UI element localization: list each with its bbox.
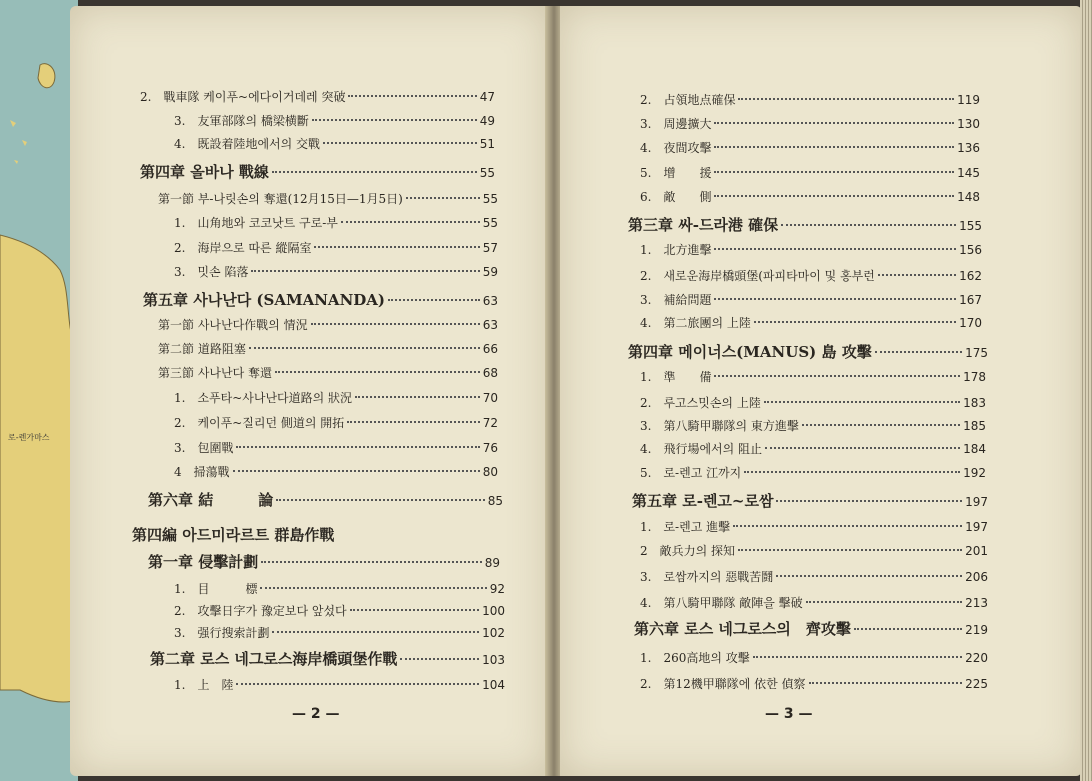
toc-entry-title: 第六章 結 論: [148, 491, 274, 509]
dot-leader: [276, 499, 484, 501]
toc-entry-page: 225: [965, 677, 988, 691]
toc-chapter: [150, 648, 505, 669]
toc-entry-page: 156: [959, 243, 982, 257]
toc-entry-title: 4. 第二旅團의 上陸: [640, 316, 751, 330]
dot-leader: [260, 587, 486, 589]
toc-entry: [140, 88, 495, 105]
toc-entry-title: 1. 로-렌고 進擊: [640, 520, 731, 534]
toc-entry-title: 4 掃蕩戰: [174, 465, 230, 479]
dot-leader: [714, 248, 956, 250]
toc-entry: [640, 649, 988, 666]
dot-leader: [341, 221, 480, 223]
toc-entry-title: 6. 敵 側: [640, 190, 712, 204]
toc-entry-page: 63: [482, 318, 498, 332]
toc-entry: [640, 91, 980, 108]
dot-leader: [733, 525, 962, 527]
dot-leader: [802, 424, 960, 426]
toc-entry: [640, 188, 980, 205]
toc-entry: [640, 164, 980, 181]
toc-entry: [174, 439, 498, 456]
toc-chapter: [132, 524, 510, 545]
dot-leader: [806, 601, 962, 603]
toc-entry-title: 1. 準 備: [640, 370, 712, 384]
toc-entry-page: 213: [965, 596, 988, 610]
toc-entry: [174, 389, 498, 406]
toc-entry-title: 2. 占領地点確保: [640, 93, 736, 107]
toc-entry-page: 55: [482, 216, 498, 230]
right-page-number: — 3 —: [765, 706, 813, 722]
toc-entry-page: 130: [957, 117, 980, 131]
toc-entry-page: 55: [482, 192, 498, 206]
toc-entry-page: 55: [479, 166, 495, 180]
toc-entry-title: 3. 로쌈까지의 惡戰苦鬪: [640, 570, 774, 584]
toc-entry-title: 2. 海岸으로 따른 縱隔室: [174, 241, 312, 255]
toc-entry-title: 第三節 사나난다 奪還: [158, 366, 272, 380]
dot-leader: [388, 299, 480, 301]
dot-leader: [311, 323, 480, 325]
toc-entry: [640, 568, 988, 585]
dot-leader: [754, 321, 956, 323]
dot-leader: [251, 270, 479, 272]
toc-entry-page: 162: [959, 269, 982, 283]
toc-entry-title: 3. 包圍戰: [174, 441, 234, 455]
toc-entry-title: 2. 第12機甲聯隊에 依한 偵察: [640, 677, 806, 691]
toc-entry: [640, 314, 982, 331]
toc-chapter: [628, 214, 982, 235]
toc-entry: [640, 394, 986, 411]
toc-entry-title: 第一節 부-나릿손의 奪還(12月15日—1月5日): [158, 192, 403, 206]
toc-entry-title: 3. 밋손 陷落: [174, 265, 249, 279]
dot-leader: [355, 396, 480, 398]
toc-entry-title: 第四章 올바나 戰線: [140, 163, 269, 181]
toc-entry-page: 85: [487, 494, 503, 508]
toc-entry-title: 3. 周邊擴大: [640, 117, 712, 131]
right-page: [560, 6, 1082, 776]
dot-leader: [781, 224, 956, 226]
toc-entry: [640, 594, 988, 611]
toc-entry-title: 第二節 道路阻塞: [158, 342, 246, 356]
toc-entry: [640, 368, 986, 385]
dot-leader: [765, 447, 960, 449]
toc-entry-title: 2 敵兵力의 探知: [640, 544, 736, 558]
dot-leader: [350, 609, 479, 611]
toc-entry-page: 80: [482, 465, 498, 479]
toc-entry-title: 3. 友軍部隊의 橋梁横斷: [174, 114, 309, 128]
dot-leader: [312, 119, 477, 121]
dot-leader: [314, 246, 479, 248]
toc-entry-title: 5. 增 援: [640, 166, 712, 180]
toc-entry-page: 197: [965, 520, 988, 534]
toc-entry-title: 3. 强行搜索計劃: [174, 626, 270, 640]
dot-leader: [249, 347, 480, 349]
dot-leader: [714, 375, 960, 377]
toc-entry-title: 1. 소푸타~사나난다道路의 狀況: [174, 391, 353, 405]
toc-entry: [174, 112, 495, 129]
dot-leader: [714, 195, 954, 197]
dot-leader: [809, 682, 963, 684]
dot-leader: [400, 658, 479, 660]
toc-entry-page: 119: [957, 93, 980, 107]
dot-leader: [272, 631, 479, 633]
toc-entry: [174, 263, 498, 280]
toc-entry-page: 68: [482, 366, 498, 380]
toc-entry-title: 第二章 로스 네그로스海岸橋頭堡作戰: [150, 650, 398, 668]
dot-leader: [714, 122, 954, 124]
toc-entry: [174, 239, 498, 256]
toc-entry-page: 175: [965, 346, 988, 360]
toc-chapter: [634, 618, 988, 639]
toc-entry-title: 5. 로-렌고 江까지: [640, 466, 742, 480]
toc-entry-page: 51: [479, 137, 495, 151]
toc-entry-page: 63: [482, 294, 498, 308]
dot-leader: [714, 298, 956, 300]
toc-entry: [640, 267, 982, 284]
dot-leader: [738, 98, 954, 100]
toc-entry: [174, 676, 505, 693]
toc-entry-title: 第五章 로-렌고~로쌈: [632, 492, 774, 510]
toc-chapter: [140, 161, 495, 182]
toc-entry-page: 136: [957, 141, 980, 155]
toc-entry-title: 2. 새로운海岸橋頭堡(파피타마이 및 홍부런: [640, 269, 875, 283]
dot-leader: [347, 421, 479, 423]
dot-leader: [236, 446, 479, 448]
toc-entry-page: 148: [957, 190, 980, 204]
toc-chapter: [632, 490, 988, 511]
toc-entry-title: 4. 既設着陸地에서의 交戰: [174, 137, 321, 151]
toc-entry-title: 4. 夜間攻擊: [640, 141, 712, 155]
dot-leader: [406, 197, 480, 199]
toc-entry: [640, 464, 986, 481]
toc-entry: [640, 115, 980, 132]
toc-entry-page: 185: [963, 419, 986, 433]
dot-leader: [323, 142, 477, 144]
toc-entry: [174, 135, 495, 152]
toc-entry: [158, 190, 498, 207]
dot-leader: [764, 401, 960, 403]
toc-entry-page: 178: [963, 370, 986, 384]
toc-entry-title: 第一節 사나난다作戰의 情況: [158, 318, 308, 332]
dot-leader: [236, 683, 479, 685]
toc-entry: [174, 214, 498, 231]
toc-entry-page: 92: [489, 582, 505, 596]
toc-entry-page: 76: [482, 441, 498, 455]
toc-entry: [640, 675, 988, 692]
toc-entry-page: 47: [479, 90, 495, 104]
toc-entry-page: 183: [963, 396, 986, 410]
toc-entry: [640, 440, 986, 457]
dot-leader: [753, 656, 962, 658]
map-strip: [0, 0, 78, 781]
toc-entry: [174, 602, 505, 619]
dot-leader: [854, 628, 962, 630]
dot-leader: [776, 575, 962, 577]
dot-leader: [275, 371, 480, 373]
toc-entry-page: 89: [484, 556, 500, 570]
toc-entry-title: 2. 루고스밋손의 上陸: [640, 396, 761, 410]
map-illustration: [0, 0, 78, 781]
toc-entry-page: 66: [482, 342, 498, 356]
toc-entry-page: 184: [963, 442, 986, 456]
toc-entry-page: 57: [482, 241, 498, 255]
toc-entry-page: 201: [965, 544, 988, 558]
toc-entry-page: 206: [965, 570, 988, 584]
toc-entry: [174, 463, 498, 480]
toc-entry-page: 103: [482, 653, 505, 667]
toc-entry: [174, 624, 505, 641]
toc-entry-page: 49: [479, 114, 495, 128]
dot-leader: [776, 500, 962, 502]
toc-entry-page: 220: [965, 651, 988, 665]
page-edges: [1080, 0, 1092, 781]
toc-entry-page: 100: [482, 604, 505, 618]
toc-entry: [640, 542, 988, 559]
toc-entry-page: 155: [959, 219, 982, 233]
toc-entry-title: 3. 補給問題: [640, 293, 712, 307]
dot-leader: [261, 561, 481, 563]
toc-entry: [158, 364, 498, 381]
dot-leader: [714, 171, 954, 173]
dot-leader: [233, 470, 480, 472]
toc-entry-page: 197: [965, 495, 988, 509]
dot-leader: [744, 471, 960, 473]
toc-entry: [640, 518, 988, 535]
dot-leader: [875, 351, 962, 353]
toc-entry-title: 第三章 싸-드라港 確保: [628, 216, 779, 234]
toc-entry-title: 第六章 로스 네그로스의 齊攻擊: [634, 620, 851, 638]
dot-leader: [878, 274, 956, 276]
left-page: [70, 6, 548, 776]
toc-entry: [158, 316, 498, 333]
left-page-number: — 2 —: [292, 706, 340, 722]
toc-entry-title: 2. 케이푸~질리던 側道의 開拓: [174, 416, 345, 430]
dot-leader: [272, 171, 477, 173]
toc-entry-page: 72: [482, 416, 498, 430]
toc-entry: [640, 139, 980, 156]
toc-entry-title: 第五章 사나난다 (SAMANANDA): [143, 291, 386, 309]
toc-entry-title: 1. 北方進擊: [640, 243, 712, 257]
toc-entry-title: 1. 260高地의 攻擊: [640, 651, 750, 665]
toc-entry-title: 第一章 侵擊計劃: [148, 553, 259, 571]
toc-entry-title: 2. 攻擊日字가 豫定보다 앞섰다: [174, 604, 347, 618]
toc-chapter: [148, 551, 500, 572]
toc-chapter: [143, 289, 498, 310]
toc-entry: [640, 241, 982, 258]
toc-entry-page: 167: [959, 293, 982, 307]
map-label: 로-렌가마스: [8, 433, 50, 442]
toc-entry-title: 1. 目 標: [174, 582, 258, 596]
dot-leader: [714, 146, 954, 148]
toc-entry-title: 1. 山角地와 코코낫트 구로-부: [174, 216, 338, 230]
toc-entry-title: 4. 飛行場에서의 阻止: [640, 442, 763, 456]
toc-entry-title: 1. 上 陸: [174, 678, 234, 692]
toc-entry: [640, 417, 986, 434]
toc-chapter: [628, 341, 988, 362]
toc-entry-title: 第四編 아드미라르트 群島作戰: [132, 526, 335, 544]
toc-chapter: [148, 489, 503, 510]
toc-entry: [640, 291, 982, 308]
toc-entry: [158, 340, 498, 357]
toc-entry-page: 102: [482, 626, 505, 640]
toc-entry-page: 192: [963, 466, 986, 480]
toc-entry-title: 3. 第八騎甲聯隊의 東方進擊: [640, 419, 799, 433]
toc-entry-page: 145: [957, 166, 980, 180]
toc-entry-page: 70: [482, 391, 498, 405]
toc-entry: [174, 580, 505, 597]
toc-entry-title: 第四章 메이너스(MANUS) 島 攻擊: [628, 343, 872, 361]
toc-entry-title: 4. 第八騎甲聯隊 敵陣을 擊破: [640, 596, 803, 610]
toc-entry-title: 2. 戰車隊 케이푸~에다이거데레 突破: [140, 90, 346, 104]
toc-entry-page: 104: [482, 678, 505, 692]
toc-entry-page: 219: [965, 623, 988, 637]
toc-entry-page: 59: [482, 265, 498, 279]
toc-entry-page: 170: [959, 316, 982, 330]
dot-leader: [348, 95, 476, 97]
dot-leader: [738, 549, 962, 551]
toc-entry: [174, 414, 498, 431]
